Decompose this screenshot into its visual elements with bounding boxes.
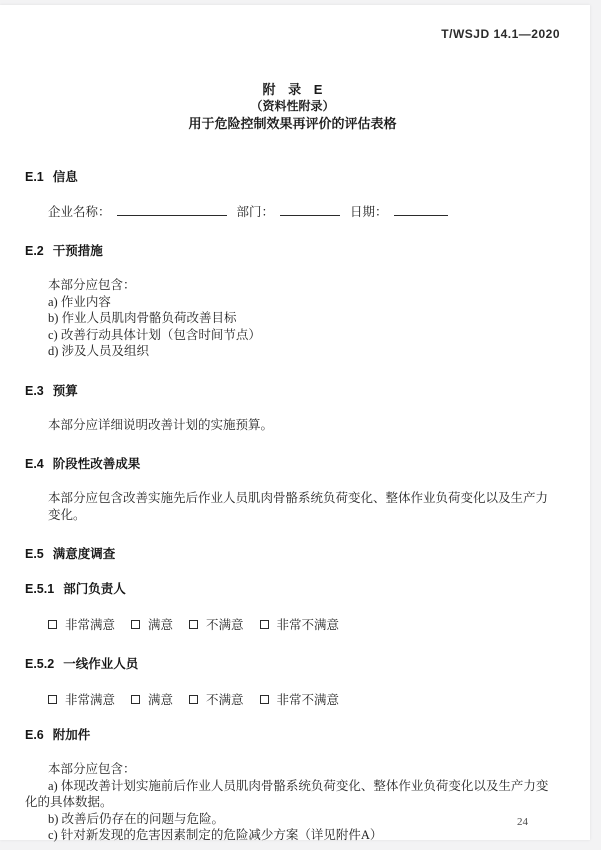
checkbox-icon[interactable] [260,620,269,629]
page-number: 24 [517,816,528,828]
checkbox-icon[interactable] [48,620,57,629]
section-e3-body: 本部分应详细说明改善计划的实施预算。 [48,417,274,432]
appendix-title-block [25,81,560,132]
list-item-e2-a: a) 作业内容 [48,294,111,309]
list-item-e6-a: a) 体现改善计划实施前后作业人员肌肉骨骼系统负荷变化、整体作业负荷变化以及生产力变化的具体数据。 [25,778,549,809]
list-item-e6-c: c) 针对新发现的危害因素制定的危险减少方案（详见附件A） [48,828,383,842]
worker-option-satisfied[interactable] [131,690,173,708]
section-e5-heading [25,547,560,562]
checkbox-icon[interactable] [260,695,269,704]
appendix-title: 附 录 E [262,82,323,97]
option-label: 非常满意 [65,618,116,632]
appendix-description: 用于危险控制效果再评价的评估表格 [188,116,397,131]
checkbox-icon[interactable] [48,695,57,704]
manager-satisfaction-options [25,615,560,633]
document-page [0,5,590,840]
list-item-e2-b: b) 作业人员肌肉骨骼负荷改善目标 [48,311,237,325]
checkbox-icon[interactable] [131,620,140,629]
date-input[interactable] [394,203,448,216]
manager-option-satisfied[interactable] [131,615,173,633]
section-e3-title: 预算 [52,383,78,398]
department-label: 部门： [236,205,275,219]
section-e52-heading [25,657,560,672]
section-e4-title: 阶段性改善成果 [52,457,141,471]
section-e5-title: 满意度调查 [52,547,116,561]
section-e1-title: 信息 [52,170,78,184]
section-e1-number: E.1 [25,170,44,184]
worker-option-very-unsatisfied[interactable] [260,690,340,708]
section-e52-number: E.5.2 [25,657,55,671]
option-label: 不满意 [206,618,244,632]
worker-option-very-satisfied[interactable] [48,690,115,708]
section-e6-number: E.6 [25,728,44,742]
manager-option-very-satisfied[interactable] [48,615,115,633]
section-e4-number: E.4 [25,457,44,471]
option-label: 非常不满意 [276,618,340,632]
section-e2-title: 干预措施 [52,244,103,258]
section-e4-heading [25,457,560,472]
manager-option-very-unsatisfied[interactable] [260,615,340,633]
section-e6-title: 附加件 [52,728,91,742]
option-label: 满意 [148,618,174,632]
company-name-field [48,202,237,220]
checkbox-icon[interactable] [189,620,198,629]
standard-code-header: T/WSJD 14.1—2020 [441,27,560,41]
appendix-subtitle: （资料性附录） [250,99,335,113]
date-field [350,202,448,220]
worker-satisfaction-options [25,690,560,708]
section-e52-title: 一线作业人员 [63,657,139,671]
section-e3-heading [25,384,560,399]
department-field [237,202,351,220]
company-name-label: 企业名称： [48,205,111,219]
section-e51-title: 部门负责人 [63,582,126,596]
section-e51-number: E.5.1 [25,582,55,596]
section-e6-intro: 本部分应包含： [48,762,136,776]
manager-option-unsatisfied[interactable] [189,615,244,633]
section-e4-body: 本部分应包含改善实施先后作业人员肌肉骨骼系统负荷变化、整体作业负荷变化以及生产力变化。 [48,491,549,522]
department-input[interactable] [280,203,340,216]
list-item-e2-d: d) 涉及人员及组织 [48,344,150,358]
section-e2-number: E.2 [25,244,44,258]
worker-option-unsatisfied[interactable] [189,690,244,708]
info-fields-row [25,202,560,220]
company-name-input[interactable] [117,203,227,216]
date-label: 日期： [350,205,388,219]
section-e1-heading [25,170,560,185]
section-e5-number: E.5 [25,547,44,561]
option-label: 非常不满意 [276,693,340,707]
list-item-e2-c: c) 改善行动具体计划（包含时间节点） [48,327,261,342]
list-item-e6-b: b) 改善后仍存在的问题与危险。 [48,811,225,826]
section-e3-number: E.3 [25,383,44,398]
section-e51-heading [25,582,560,597]
checkbox-icon[interactable] [189,695,198,704]
option-label: 不满意 [206,693,244,707]
option-label: 非常满意 [65,693,116,707]
section-e6-heading [25,728,560,743]
section-e2-heading [25,244,560,259]
section-e2-intro: 本部分应包含： [48,278,136,292]
option-label: 满意 [148,693,174,707]
checkbox-icon[interactable] [131,695,140,704]
